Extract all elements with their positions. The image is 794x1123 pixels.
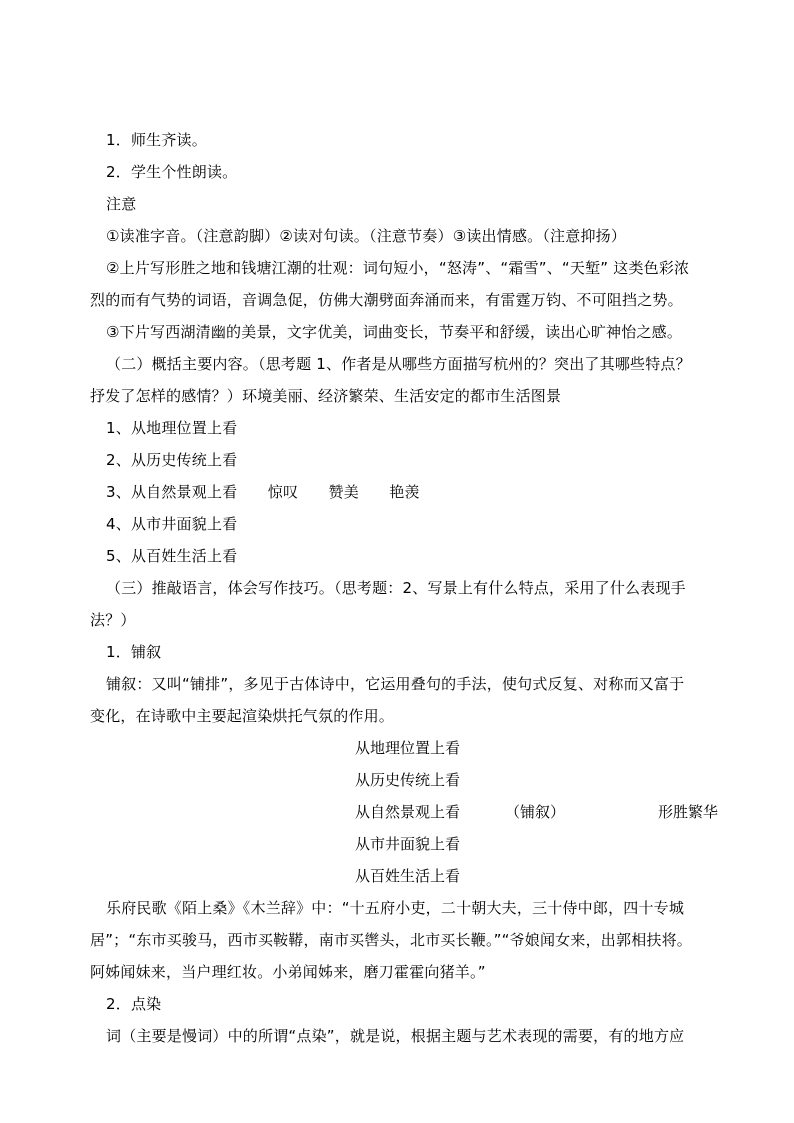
section-three-heading: （三）推敲语言，体会写作技巧。（思考题：2、写景上有什么特点，采用了什么表现手 (106, 579, 686, 597)
paragraph-upper-cont: 烈的而有气势的词语，音调急促，仿佛大潮劈面奔涌而来，有雷霆万钧、不可阻挡之势。 (90, 291, 683, 309)
diagram-item-2: 从历史传统上看 (355, 771, 461, 789)
technique-1-definition: 铺叙：又叫“铺排”，多见于古体诗中，它运用叠句的手法，使句式反复、对称而又富于 (106, 675, 685, 693)
diagram-item-4: 从市井面貌上看 (355, 835, 461, 853)
diagram-item-1: 从地理位置上看 (355, 739, 461, 757)
aspect-4: 4、从市井面貌上看 (106, 515, 238, 533)
paragraph-upper: ②上片写形胜之地和钱塘江潮的壮观：词句短小，“怒涛”、“霜雪”、“天堑” 这类色彩浓 (106, 259, 690, 277)
example-paragraph-cont-2: 阿姊闻妹来，当户理红妆。小弟闻姊来，磨刀霍霍向猪羊。” (90, 963, 486, 981)
diagram-item-3: 从自然景观上看 (355, 803, 461, 821)
section-three-cont: 法？） (90, 611, 136, 629)
aspect-2: 2、从历史传统上看 (106, 451, 238, 469)
note-points: ①读准字音。（注意韵脚）②读对句读。（注意节奏）③读出情感。（注意抑扬） (106, 227, 627, 245)
technique-2-definition: 词（主要是慢词）中的所谓“点染”，就是说，根据主题与艺术表现的需要，有的地方应 (106, 1027, 685, 1045)
example-paragraph-cont-1: 居”；“东市买骏马，西市买鞍鞯，南市买辔头，北市买长鞭。”“爷娘闻女来，出郭相扶将。 (90, 931, 692, 949)
note-heading: 注意 (106, 195, 137, 213)
list-item-2: 2．学生个性朗读。 (106, 163, 238, 181)
aspect-5: 5、从百姓生活上看 (106, 547, 238, 565)
diagram-technique-label: （铺叙） (505, 803, 566, 821)
list-item-1: 1．师生齐读。 (106, 131, 207, 149)
section-two-heading: （二）概括主要内容。（思考题 1、作者是从哪些方面描写杭州的？突出了其哪些特点？ (106, 355, 691, 373)
aspect-3: 3、从自然景观上看 惊叹 赞美 艳羡 (106, 483, 420, 501)
paragraph-lower: ③下片写西湖清幽的美景，文字优美，词曲变长，节奏平和舒缓，读出心旷神怡之感。 (106, 323, 683, 341)
example-paragraph: 乐府民歌《陌上桑》《木兰辞》中：“十五府小吏，二十朝大夫，三十侍中郎，四十专城 (106, 899, 685, 917)
aspect-1: 1、从地理位置上看 (106, 419, 238, 437)
diagram-result-label: 形胜繁华 (658, 803, 719, 821)
technique-2-heading: 2．点染 (106, 995, 162, 1013)
section-two-cont: 抒发了怎样的感情？）环境美丽、经济繁荣、生活安定的都市生活图景 (90, 387, 562, 405)
technique-1-definition-cont: 变化，在诗歌中主要起渲染烘托气氛的作用。 (90, 707, 395, 725)
technique-1-heading: 1．铺叙 (106, 643, 162, 661)
diagram-item-5: 从百姓生活上看 (355, 867, 461, 885)
